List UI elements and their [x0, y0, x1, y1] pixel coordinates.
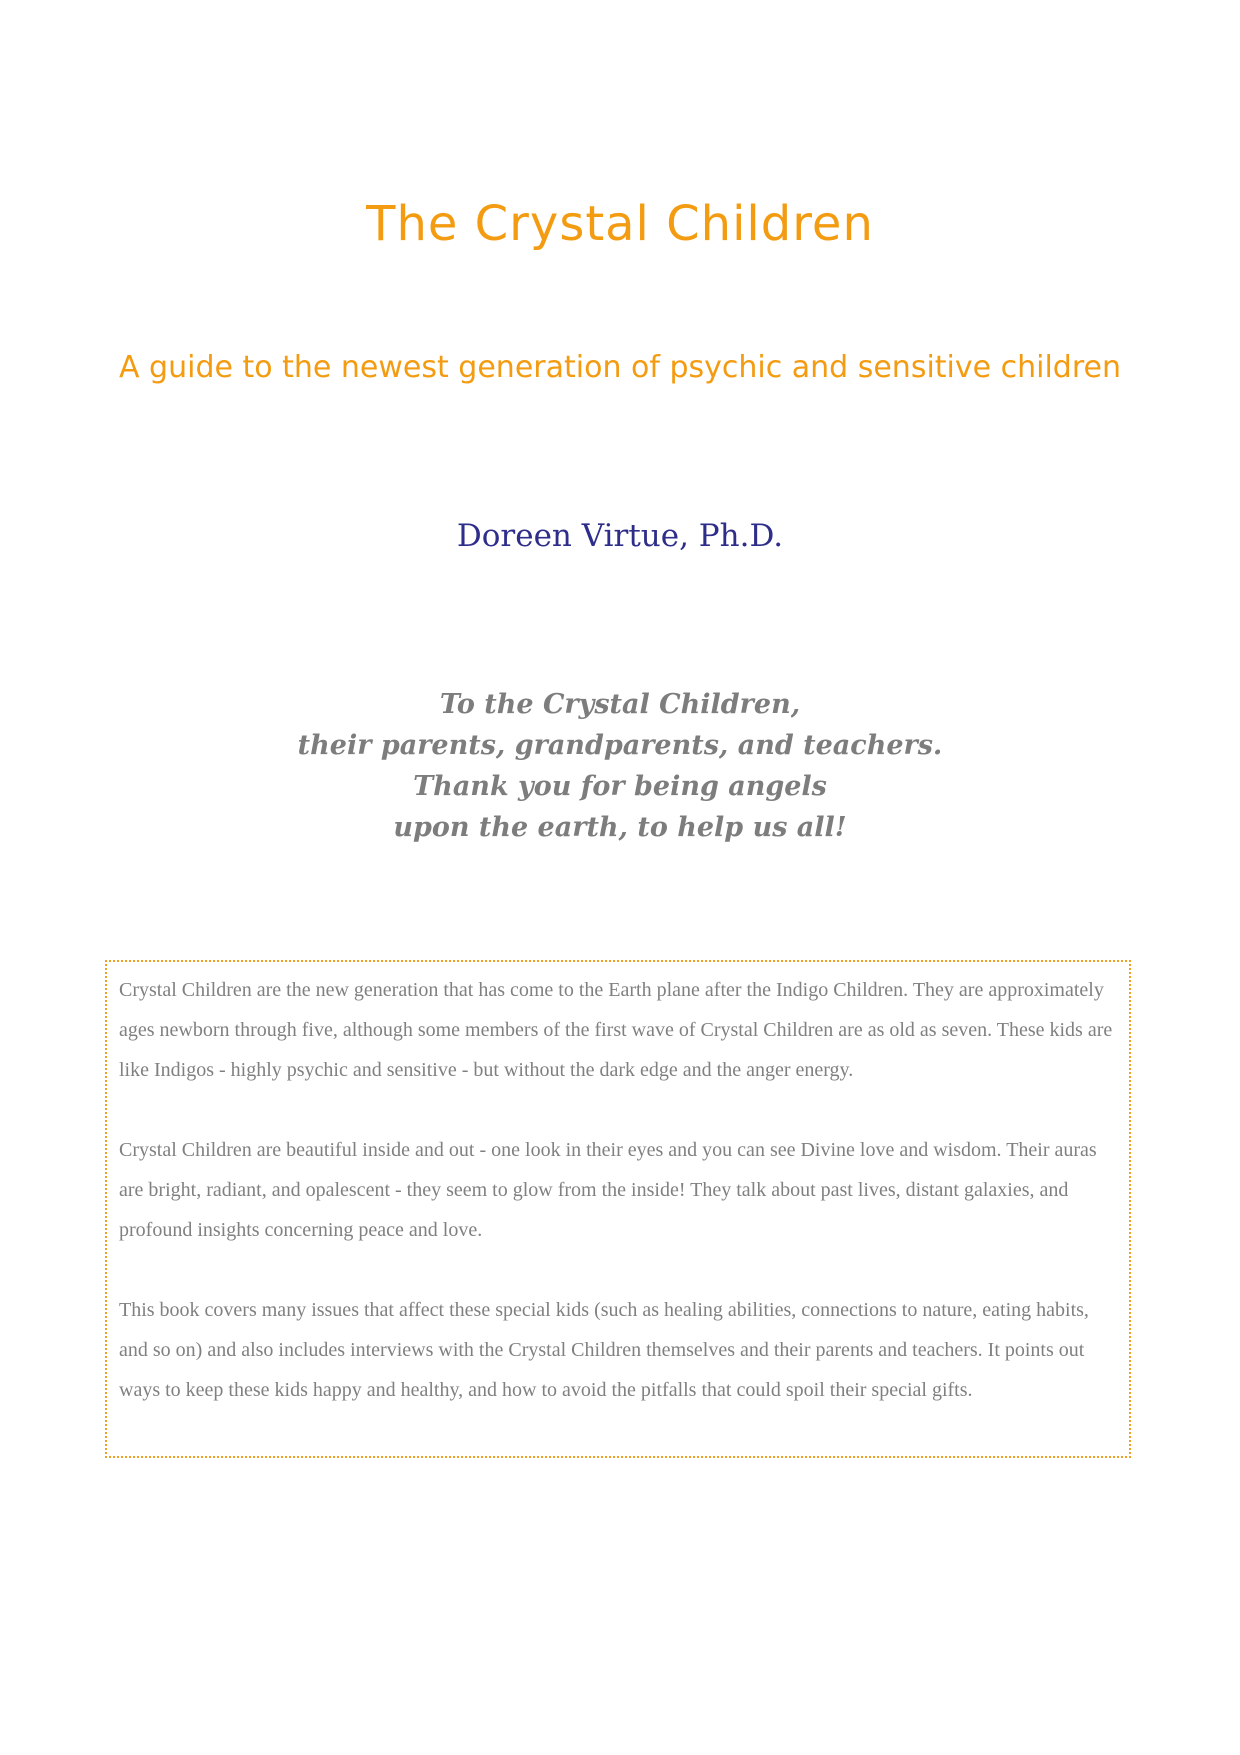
author-name: Doreen Virtue, Ph.D. [456, 518, 784, 554]
book-title: The Crystal Children [366, 196, 874, 252]
dedication-line: their parents, grandparents, and teachers. [297, 730, 943, 761]
description-paragraph: Crystal Children are the new generation that has come to the Earth plane after the Indigo Children. They are approximately ages newborn through five, although some members of the first wave of Crystal Children are as old as seven. These kids are like Indigos - highly psychic and sensitive - but without the dark edge and the anger energy. [119, 979, 1113, 1081]
dedication-line: To the Crystal Children, [439, 689, 801, 720]
description-paragraph: This book covers many issues that affect these special kids (such as healing abilities, connections to nature, eating habits, and so on) and also includes interviews with the Crystal Children themselves and their parents and teachers. It points out ways to keep these kids happy and healthy, and how to avoid the pitfalls that could spoil their special gifts. [119, 1299, 1089, 1401]
description-paragraph: Crystal Children are beautiful inside and out - one look in their eyes and you can see Divine love and wisdom. Their auras are bright, radiant, and opalescent - they seem to glow from the inside! They talk about past lives, distant galaxies, and profound insights concerning peace and love. [119, 1139, 1097, 1241]
dedication [0, 684, 1240, 848]
dedication-line: Thank you for being angels [413, 771, 827, 802]
dedication-line: upon the earth, to help us all! [393, 812, 847, 843]
book-subtitle: A guide to the newest generation of psychic and sensitive children [119, 350, 1121, 385]
description-box [105, 960, 1131, 1458]
